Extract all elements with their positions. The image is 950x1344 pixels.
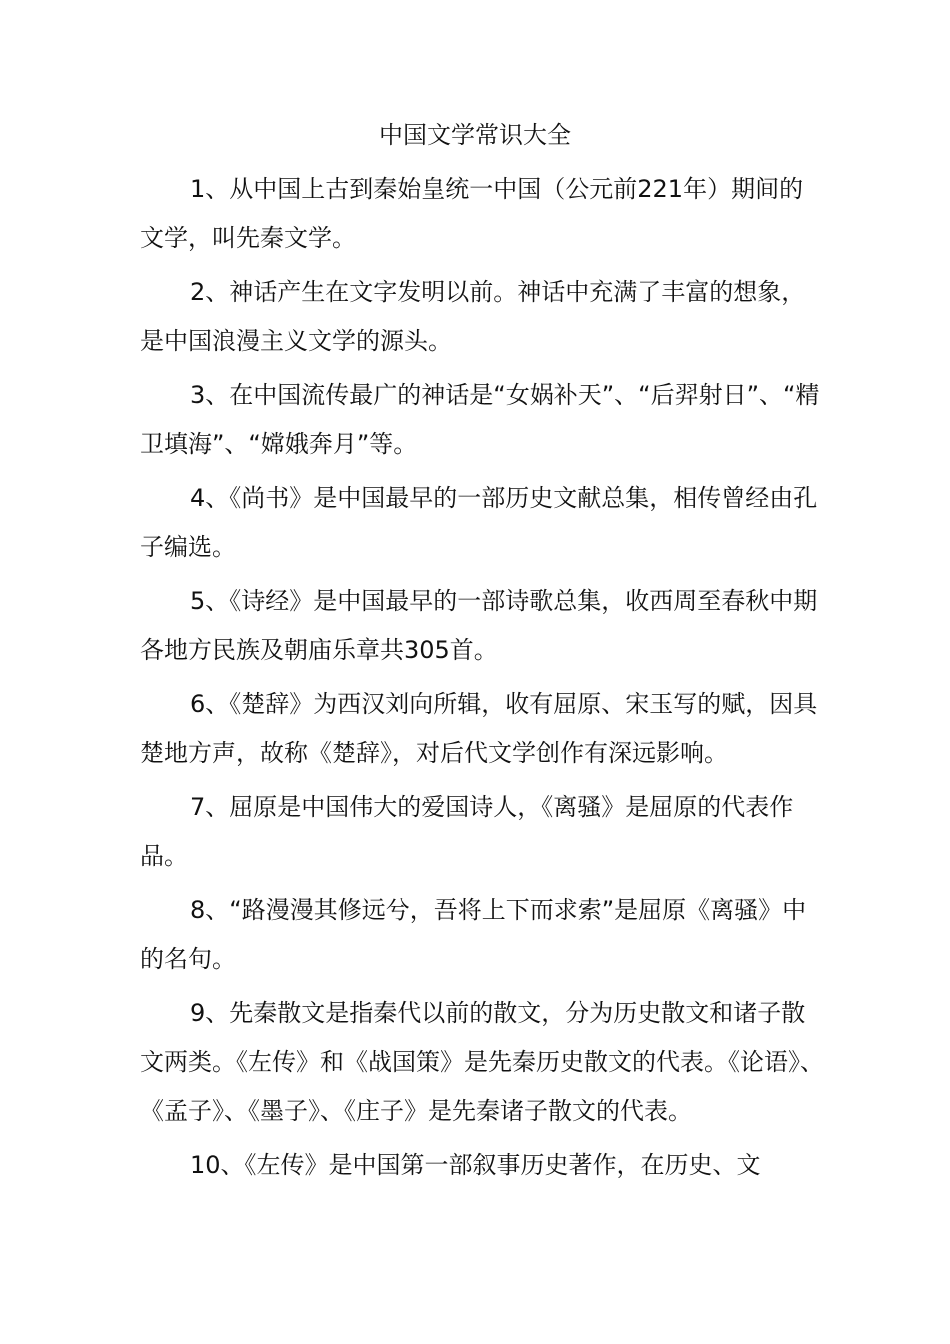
document-body <box>140 165 825 1195</box>
paragraph-2: 2、神话产生在文字发明以前。神话中充满了丰富的想象，是中国浪漫主义文学的源头。 <box>140 278 806 355</box>
paragraph-1: 1、从中国上古到秦始皇统一中国（公元前221年）期间的文学，叫先秦文学。 <box>140 175 804 252</box>
paragraph-4: 4、《尚书》是中国最早的一部历史文献总集，相传曾经由孔子编选。 <box>140 484 818 561</box>
paragraph-6: 6、《楚辞》为西汉刘向所辑，收有屈原、宋玉写的赋，因具楚地方声，故称《楚辞》，对后代文学创作有深远影响。 <box>140 690 818 767</box>
document-title: 中国文学常识大全 <box>379 121 571 149</box>
paragraph-10: 10、《左传》是中国第一部叙事历史著作，在历史、文 <box>190 1151 761 1179</box>
paragraph-8: 8、“路漫漫其修远兮，吾将上下而求索”是屈原《离骚》中的名句。 <box>140 896 807 973</box>
paragraph-9: 9、先秦散文是指秦代以前的散文，分为历史散文和诸子散文两类。《左传》和《战国策》是先秦历史散文的代表。《论语》、《孟子》、《墨子》、《庄子》是先秦诸子散文的代表。 <box>140 999 824 1125</box>
paragraph-5: 5、《诗经》是中国最早的一部诗歌总集，收西周至春秋中期各地方民族及朝庙乐章共305首。 <box>140 587 818 664</box>
paragraph-7: 7、屈原是中国伟大的爱国诗人，《离骚》是屈原的代表作品。 <box>140 793 794 870</box>
paragraph-3: 3、在中国流传最广的神话是“女娲补天”、“后羿射日”、“精卫填海”、“嫦娥奔月”等。 <box>140 381 820 458</box>
